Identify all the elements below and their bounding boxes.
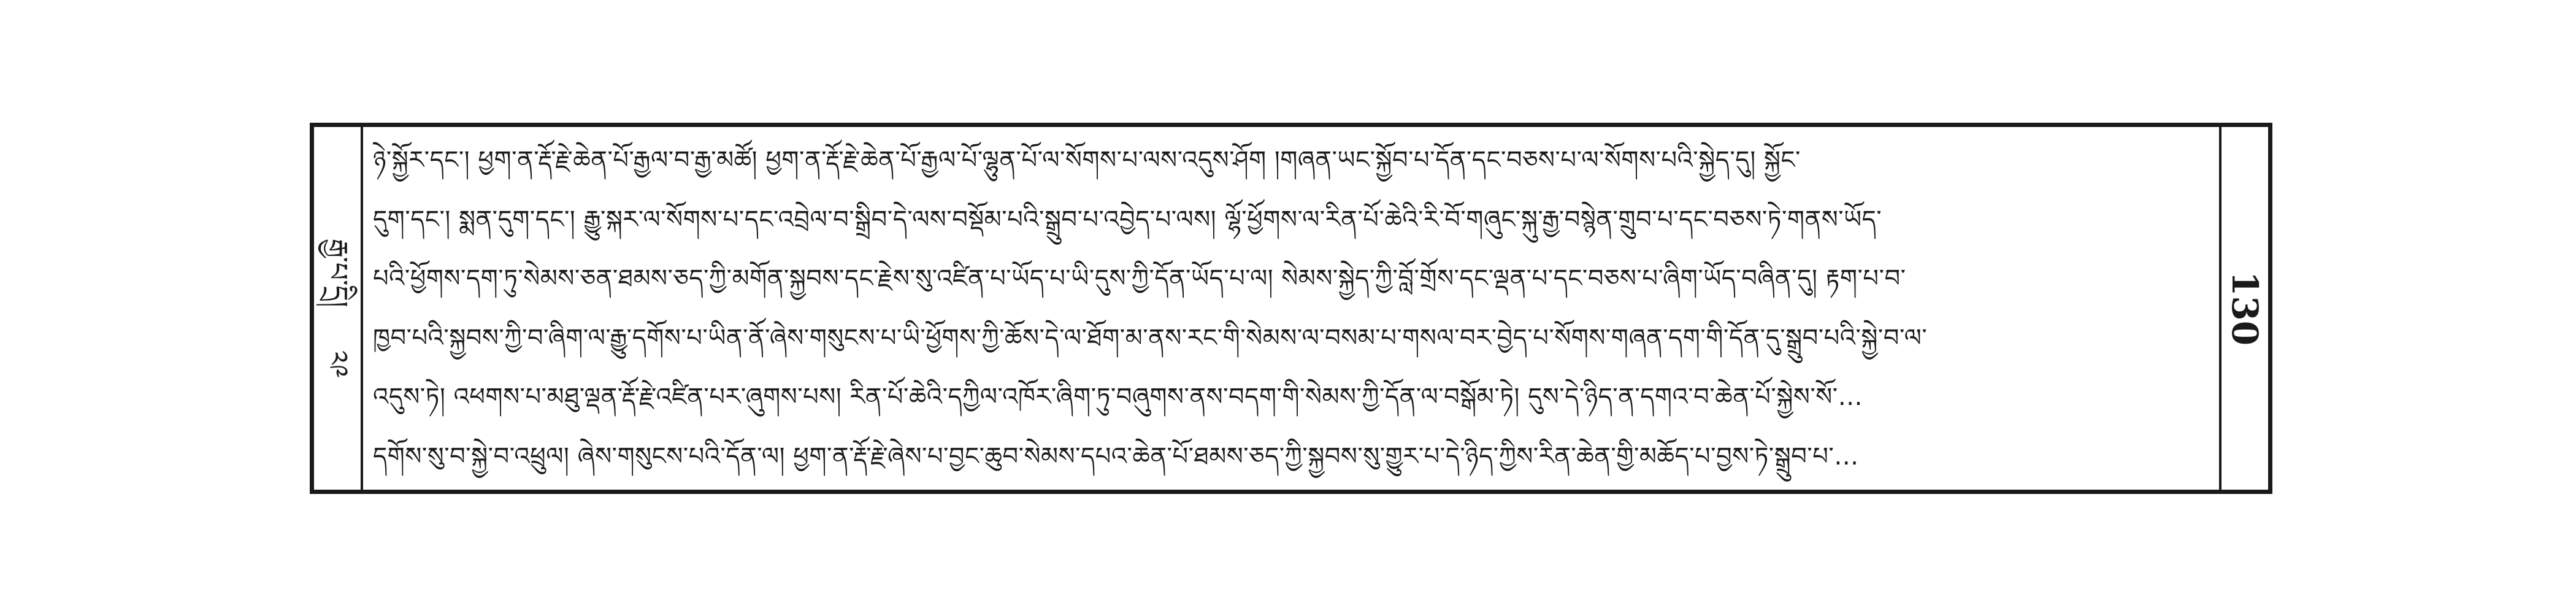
text-block (373, 134, 2209, 482)
folio-page (310, 123, 2272, 494)
text-line-5: འདུས་ཏེ། འཕགས་པ་མཐུ་ལྡན་རྡོ་རྗེ་འཛིན་པར་ཞུགས་པས། རིན་པོ་ཆེའི་དཀྱིལ་འཁོར་ཞིག་ཏུ་བཞུགས་ནས་བདག་གི་སེམས་ཀྱི་དོན་ལ་བསྒོམ་ཏེ། དུས་དེ་ཉིད་ན་དགའ་བ་ཆེན་པོ་སྐྱེས་སོ་… (373, 383, 1863, 412)
page-number: 130 (2224, 271, 2266, 346)
margin-folio-letter: ༢༩ (322, 350, 353, 378)
left-margin-caption (324, 239, 351, 378)
right-margin (2221, 127, 2268, 490)
margin-title: རྒྱ་པ་དྲི། (322, 239, 353, 307)
text-line-1: ཉེ་སྐྱོར་དང་། ཕྱག་ན་རྡོ་རྗེ་ཆེན་པོ་རྒྱལ་བ་རྒྱ་མཚོ། ཕྱག་ན་རྡོ་རྗེ་ཆེན་པོ་རྒྱལ་པོ་ལྷུན་པོ་ལ་སོགས་པ་ལས་འདུས་ཤོག །གཞན་ཡང་སྐྱོབ་པ་དོན་དང་བཅས་པ་ལ་སོགས་པའི་སྐྱེད་དུ། སྐྱོང་ (373, 146, 1801, 174)
left-margin-rule (361, 127, 363, 490)
text-line-4: ཁྱབ་པའི་སྐྱབས་ཀྱི་བ་ཞིག་ལ་རྒྱུ་དགོས་པ་ཡིན་ནོ་ཞེས་གསུངས་པ་ཡི་ཕྱོགས་ཀྱི་ཆོས་དེ་ལ་ཐོག་མ་ནས་རང་གི་སེམས་ལ་བསམ་པ་གསལ་བར་བྱེད་པ་སོགས་གཞན་དག་གི་དོན་དུ་སྒྲུབ་པའི་སྐྱེ་བ་ལ་ (373, 323, 1928, 352)
text-line-6: དགོས་སུ་བ་སྐྱེ་བ་འཕྲུལ། ཞེས་གསུངས་པའི་དོན་ལ། ཕྱག་ན་རྡོ་རྗེ་ཞེས་པ་བྱང་ཆུབ་སེམས་དཔའ་ཆེན་པོ་ཐམས་ཅད་ཀྱི་སྐྱབས་སུ་གྱུར་པ་དེ་ཉིད་ཀྱིས་རིན་ཆེན་གྱི་མཆོད་པ་བྱས་ཏེ་སྒྲུབ་པ་… (373, 442, 1859, 471)
text-line-3: པའི་ཕྱོགས་དག་ཏུ་སེམས་ཅན་ཐམས་ཅད་ཀྱི་མགོན་སྐྱབས་དང་རྗེས་སུ་འཛིན་པ་ཡོད་པ་ཡི་དུས་ཀྱི་དོན་ཡོད་པ་ལ། སེམས་སྐྱེད་ཀྱི་བློ་གྲོས་དང་ལྡན་པ་དང་བཅས་པ་ཞིག་ཡོད་བཞིན་དུ། རྟག་པ་བ་ (373, 264, 1906, 293)
left-margin (314, 127, 361, 490)
text-line-2: དུག་དང་། སྨན་དུག་དང་། རྒྱུ་སྐར་ལ་སོགས་པ་དང་འབྲེལ་བ་སྒྲིབ་དེ་ལས་བསྡོམ་པའི་སྒྲུབ་པ་འབྱེད་པ་ལས། ལྷོ་ཕྱོགས་ལ་རིན་པོ་ཆེའི་རི་བོ་གཞུང་སྐུ་རྒྱ་བསྙེན་གྲུབ་པ་དང་བཅས་ཏེ་གནས་ཡོད་ (373, 205, 1882, 234)
